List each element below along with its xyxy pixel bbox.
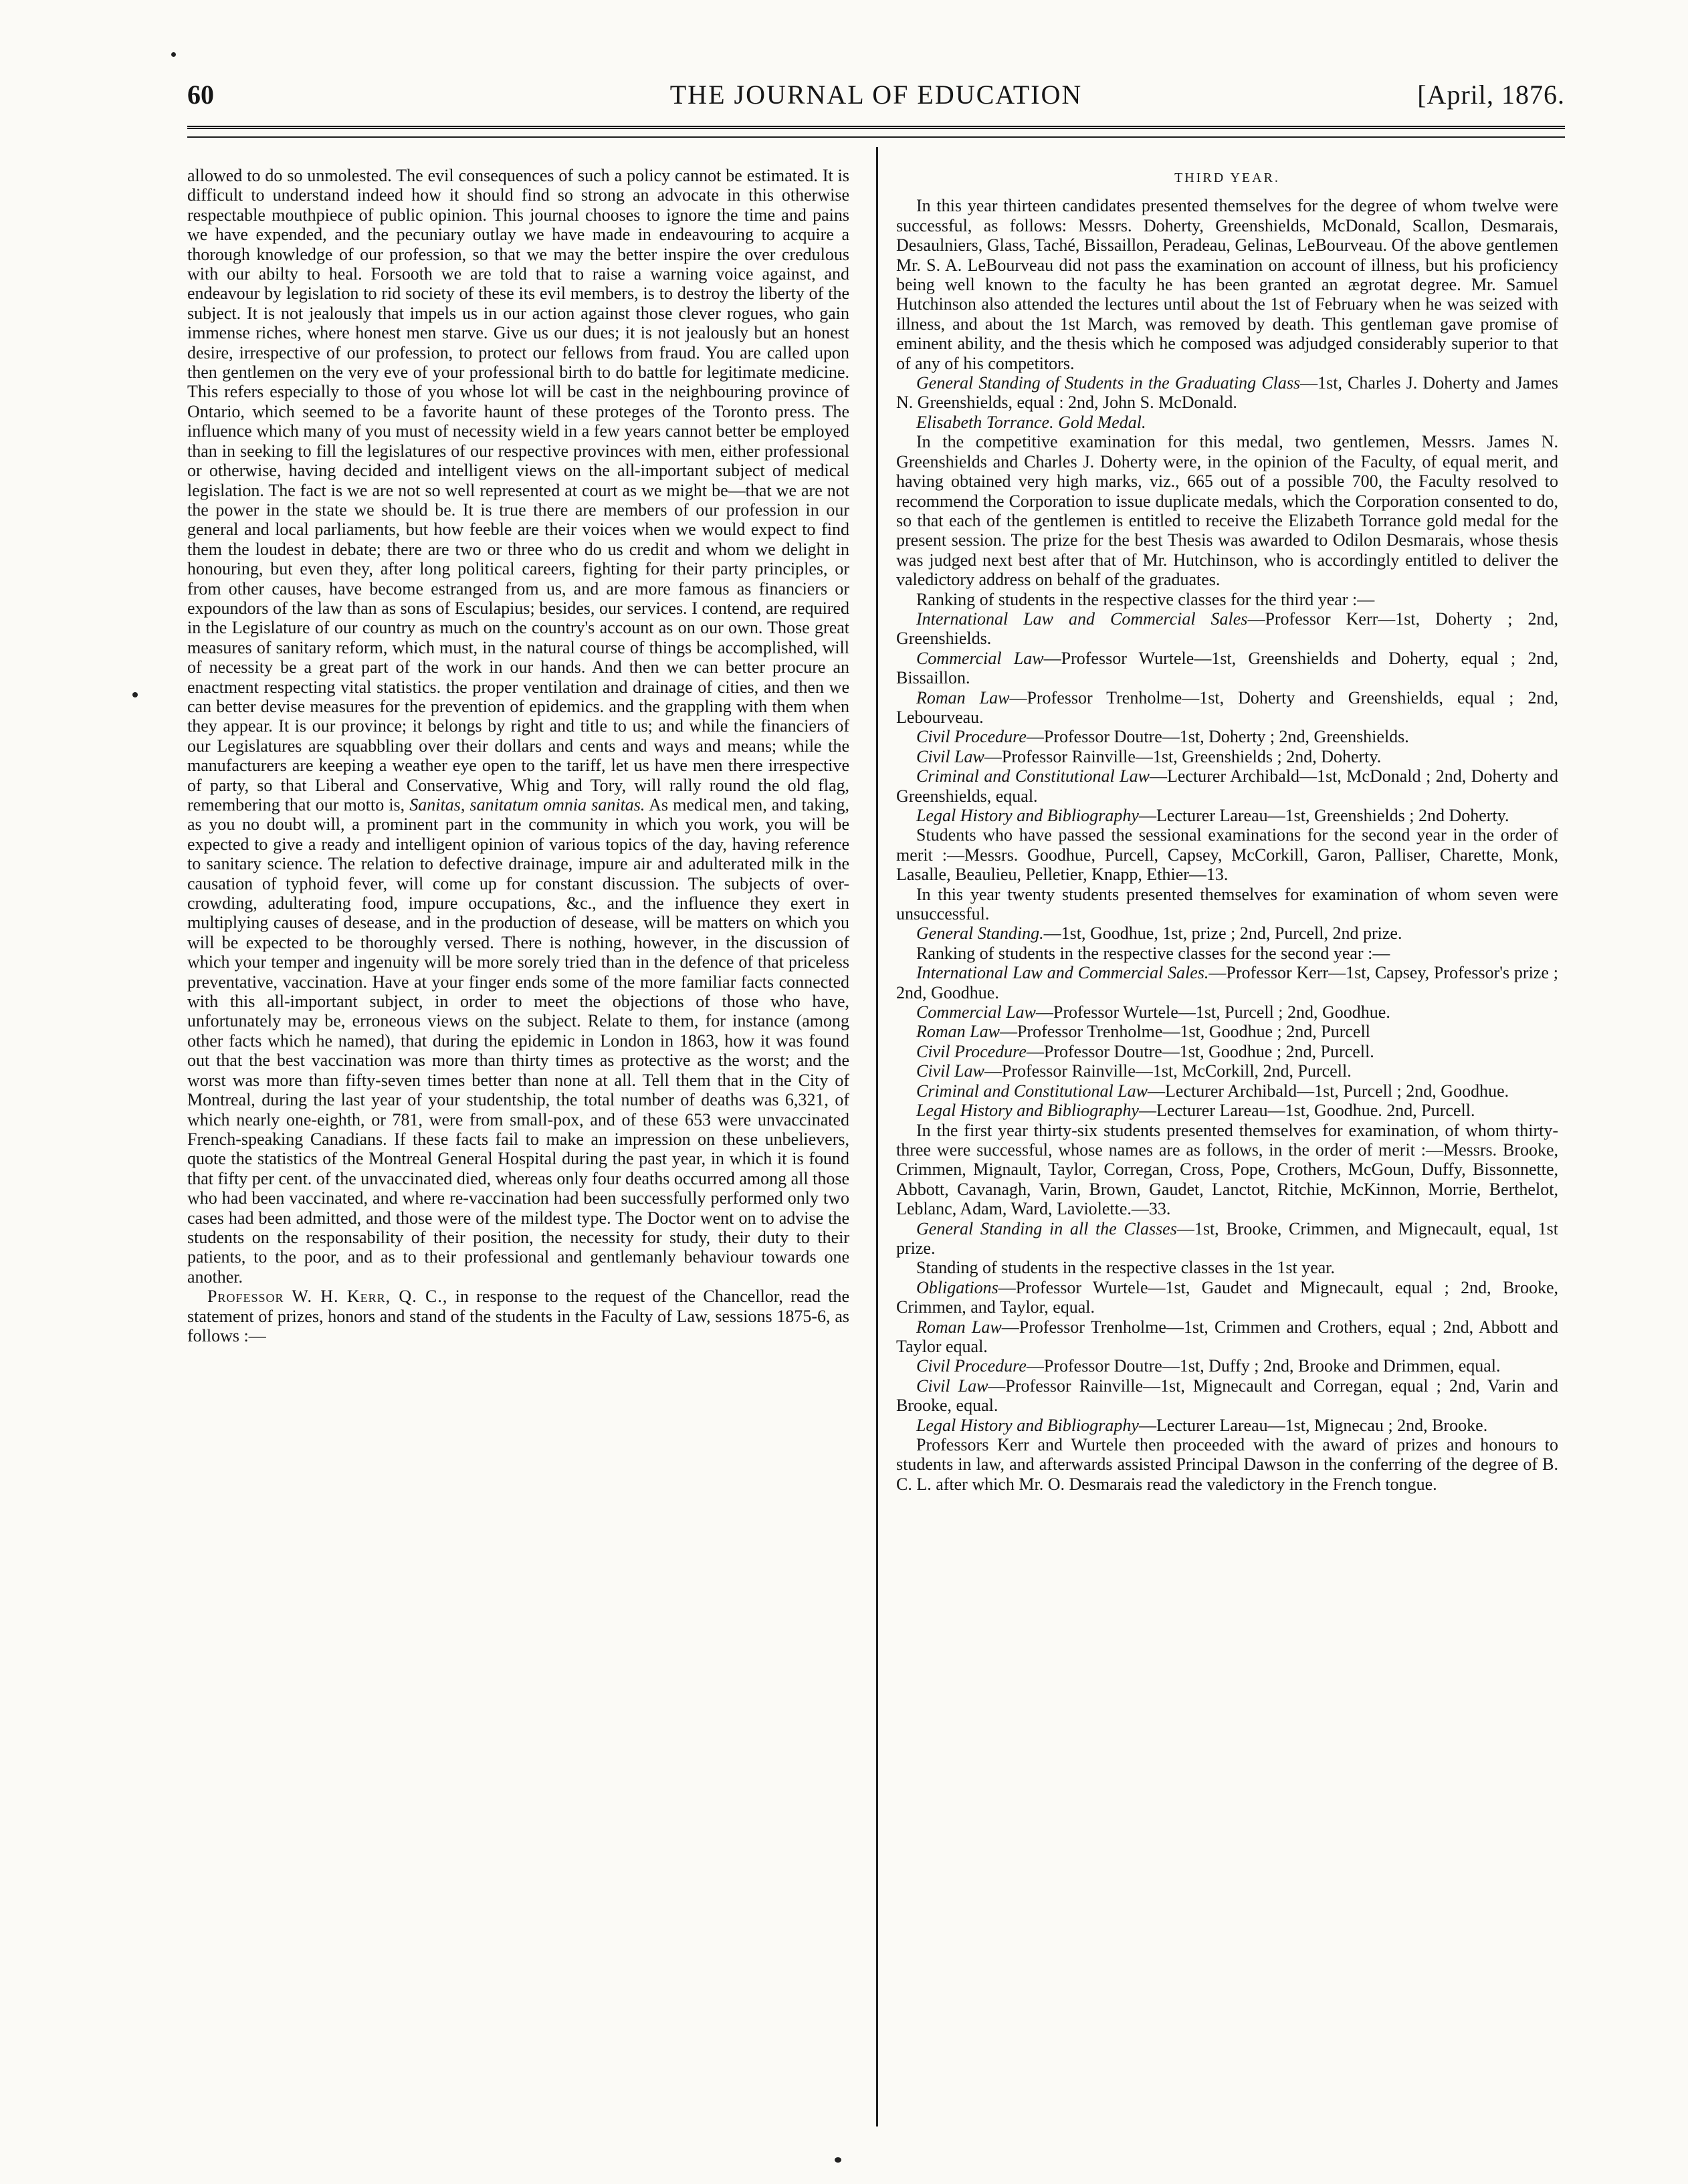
first-year-general xyxy=(896,1219,1558,1259)
class-result: —Professor Kerr—1st, Doherty ; 2nd, Greenshields. xyxy=(896,609,1558,649)
class-result: —Professor Wurtele—1st, Greenshields and Doherty, equal ; 2nd, Bissaillon. xyxy=(896,648,1558,688)
running-head xyxy=(187,79,1565,119)
class-label: Commercial Law xyxy=(916,648,1044,668)
class-label: Civil Procedure xyxy=(916,1041,1027,1061)
class-label: Civil Law xyxy=(916,746,984,766)
class-label: Civil Law xyxy=(916,1061,984,1081)
first-year-class-4 xyxy=(896,1376,1558,1416)
second-year-class-6 xyxy=(896,1081,1558,1101)
second-year-class-5 xyxy=(896,1061,1558,1081)
third-year-class-5 xyxy=(896,747,1558,766)
class-label: Legal History and Bibliography xyxy=(916,1415,1139,1435)
class-label: Civil Procedure xyxy=(916,1356,1027,1376)
latin-motto: Sanitas, sanitatum omnia sanitas. xyxy=(409,795,645,814)
class-result: —Lecturer Archibald—1st, McDonald ; 2nd, Doherty and Greenshields, equal. xyxy=(896,766,1558,806)
class-result: —Lecturer Archibald—1st, Purcell ; 2nd, Goodhue. xyxy=(1148,1081,1509,1101)
class-result: —Professor Doutre—1st, Duffy ; 2nd, Brooke and Drimmen, equal. xyxy=(1026,1356,1501,1376)
print-speck xyxy=(132,692,138,697)
closing-paragraph: Professors Kerr and Wurtele then proceeded with the award of prizes and honours to students in law, and afterwards assisted Principal Dawson in the conferring of the degree of B. C. L. after which Mr. O. Desmarais read the valedictory in the French tongue. xyxy=(896,1435,1558,1494)
class-label: Legal History and Bibliography xyxy=(916,806,1139,825)
third-year-intro: In this year thirteen candidates presented themselves for the degree of whom twelve were successful, as follows: Messrs. Doherty, Greenshields, McDonald, Scallon, Desmarais, Desaulniers, Glass, Taché, Bissaillon, Peradeau, Gelinas, LeBourveau. Of the above gentlemen Mr. S. A. LeBourveau did not pass the examination on account of illness, but his proficiency being well known to the faculty he has been granted an ægrotat degree. Mr. Samuel Hutchinson also attended the lectures until about the 1st of February when he was seized with illness, and about the 1st March, was removed by death. This gentleman gave promise of eminent ability, and the thesis which he composed was adjudged considerably superior to that of any of his competitors. xyxy=(896,196,1558,373)
issue-date: [April, 1876. xyxy=(1417,80,1565,110)
second-year-count: In this year twenty students presented themselves for examination of whom seven were unsuccessful. xyxy=(896,884,1558,924)
class-label: Roman Law xyxy=(916,1022,1000,1042)
third-year-class-7 xyxy=(896,806,1558,825)
class-result: —Professor Kerr—1st, Capsey, Professor's prize ; 2nd, Goodhue. xyxy=(896,963,1558,1002)
left-column xyxy=(187,166,849,2118)
first-year-class-1 xyxy=(896,1278,1558,1317)
kerr-name: Professor W. H. Kerr, Q. C., xyxy=(207,1287,448,1307)
kerr-text: in response to the request of the Chancellor, read the statement of prizes, honors and stand of the students in the Faculty of Law, sessions 1875-6, as follows :— xyxy=(187,1287,849,1345)
ranking-third-year: Ranking of students in the respective classes for the third year :— xyxy=(916,589,1375,609)
second-year-passed: Students who have passed the sessional examinations for the second year in the order of merit :—Messrs. Goodhue, Purcell, Capsey, McCorkill, Garon, Palliser, Charette, Monk, Lasalle, Beaulieu, Pelletier, Knapp, Ethier—13. xyxy=(896,825,1558,885)
class-label: Civil Law xyxy=(916,1376,988,1396)
ranking-first-year: Standing of students in the respective classes in the 1st year. xyxy=(916,1258,1336,1278)
class-result: —Lecturer Lareau—1st, Greenshields ; 2nd Doherty. xyxy=(1138,806,1509,825)
second-year-class-1 xyxy=(896,963,1558,1002)
class-label: Criminal and Constitutional Law xyxy=(916,766,1150,786)
third-year-class-2 xyxy=(896,649,1558,688)
class-label: General Standing in all the Classes xyxy=(916,1218,1177,1238)
class-result: —Professor Wurtele—1st, Gaudet and Mignecault, equal ; 2nd, Brooke, Crimmen, and Taylor, equal. xyxy=(896,1277,1558,1317)
class-result: —Professor Doutre—1st, Goodhue ; 2nd, Purcell. xyxy=(1026,1041,1374,1061)
third-year-class-3 xyxy=(896,688,1558,728)
class-result: —Professor Rainville—1st, McCorkill, 2nd, Purcell. xyxy=(984,1061,1352,1081)
class-result: —Professor Rainville—1st, Mignecault and Corregan, equal ; 2nd, Varin and Brooke, equal. xyxy=(896,1376,1558,1416)
second-year-class-3 xyxy=(896,1022,1558,1041)
header-rule xyxy=(187,126,1565,133)
medal-paragraph: In the competitive examination for this medal, two gentlemen, Messrs. James N. Greenshields and Charles J. Doherty were, in the opinion of the Faculty, of equal merit, and having obtained very high marks, viz., 665 out of a possible 700, the Faculty resolved to recommend the Corporation to issue duplicate medals, which the Corporation consented to do, so that each of the gentlemen is entitled to receive the Elizabeth Torrance gold medal for the present session. The prize for the best Thesis was awarded to Odilon Desmarais, whose thesis was judged next best after that of Mr. Hutchinson, who is accordingly entitled to deliver the valedictory address on behalf of the graduates. xyxy=(896,432,1558,590)
class-result: —Professor Rainville—1st, Greenshields ; 2nd, Doherty. xyxy=(984,746,1382,766)
third-year-class-1 xyxy=(896,609,1558,649)
class-label: International Law and Commercial Sales xyxy=(916,609,1248,629)
address-paragraph xyxy=(187,166,849,1287)
class-result: —Professor Trenholme—1st, Crimmen and Crothers, equal ; 2nd, Abbott and Taylor equal. xyxy=(896,1317,1558,1356)
class-label: International Law and Commercial Sales. xyxy=(916,963,1209,983)
class-label: Obligations xyxy=(916,1277,998,1297)
first-year-class-3 xyxy=(896,1356,1558,1376)
third-year-class-4 xyxy=(896,727,1558,746)
class-label: General Standing. xyxy=(916,923,1044,944)
second-year-class-7 xyxy=(896,1101,1558,1120)
second-year-general xyxy=(896,923,1558,943)
class-label: Commercial Law xyxy=(916,1002,1036,1022)
address-text-continued: As medical men, and taking, as you no doubt will, a prominent part in the community in which you work, you will be expected to give a ready and intelligent opinion of various topics of the day, having reference to sanitary science. The relation to defective drainage, impure air and adulterated milk in the causation of typhoid fever, will come up for constant discussion. The subjects of over-crowding, adulterating food, impure occupations, &c., and the influence they exert in multiplying causes of desease, and in the production of desease, will be matters on which you will be expected to be thoroughly versed. There is nothing, however, in the discussion of which your temper and ingenuity will be more sorely tried than in the defence of that priceless preventative, vaccination. Have at your finger ends some of the more familiar facts connected with this all-important subject, in order to meet the objections of those who have, unfortunately may be, erroneous views on the subject. Relate to them, for instance (among other facts which he named), that during the epidemic in London in 1863, how it was found out that the best vaccination was more than thirty times as protective as the worst; and the worst was more than fifty-seven times better than none at all. Tell them that in the City of Montreal, during the last year of your studentship, the total number of deaths was 6,321, of which nearly one-eighth, or 781, were from small-pox, and of these 653 were unvaccinated French-speaking Canadians. If these facts fail to make an impression on these unbelievers, quote the statistics of the Montreal General Hospital during the past year, in which it is found that fifty per cent. of the unvaccinated died, whereas only four deaths occurred among all those who had been vaccinated, and where re-vaccination had been successfully performed only two cases had been admitted, and those were of the mildest type. The Doctor went on to advise the students on the responsability of their position, the necessity for study, their duty to their patients, to the poor, and as to their professional and gentlemanly behaviour towards one another. xyxy=(187,795,849,1287)
class-label: Civil Procedure xyxy=(916,727,1027,747)
class-label: Criminal and Constitutional Law xyxy=(916,1081,1148,1101)
class-result: —Lecturer Lareau—1st, Mignecau ; 2nd, Brooke. xyxy=(1138,1415,1488,1435)
medal-heading xyxy=(896,413,1558,432)
print-speck xyxy=(171,52,176,57)
class-label: Legal History and Bibliography xyxy=(916,1101,1139,1121)
kerr-paragraph xyxy=(187,1287,849,1345)
medal-label: Elisabeth Torrance. Gold Medal. xyxy=(916,412,1146,432)
class-result: —Professor Wurtele—1st, Purcell ; 2nd, Goodhue. xyxy=(1035,1002,1390,1022)
first-year-class-5 xyxy=(896,1416,1558,1435)
class-result: —1st, Brooke, Crimmen, and Mignecault, equal, 1st prize. xyxy=(896,1218,1558,1258)
journal-title: THE JOURNAL OF EDUCATION xyxy=(669,80,1083,110)
graduating-standing xyxy=(896,373,1558,413)
class-result: —Professor Doutre—1st, Doherty ; 2nd, Greenshields. xyxy=(1026,727,1409,747)
third-year-class-6 xyxy=(896,766,1558,806)
page-number: 60 xyxy=(187,80,214,110)
class-result: —Professor Trenholme—1st, Goodhue ; 2nd, Purcell xyxy=(999,1022,1370,1042)
graduating-text: —1st, Charles J. Doherty and James N. Greenshields, equal : 2nd, John S. McDonald. xyxy=(896,373,1558,413)
graduating-label: General Standing of Students in the Graduating Class xyxy=(916,373,1301,393)
second-year-class-4 xyxy=(896,1042,1558,1061)
address-text: allowed to do so unmolested. The evil consequences of such a policy cannot be estimated. It is difficult to understand indeed how it should find so strong an advocate in this otherwise respectable mouthpiece of public opinion. This journal chooses to ignore the time and pains we have expended, and the pecuniary outlay we have made in endeavouring to acquire a thorough knowledge of our profession, so that we may the better inspire the over credulous with our abilty to heal. Forsooth we are told that to raise a warning voice against, and endeavour by legislation to rid society of these its evil members, is to destroy the liberty of the subject. It is not jealously that impels us in our action against those clever rogues, who gain immense riches, where honest men starve. Give us our dues; it is not jealously but an honest desire, irrespective of our profession, to protect our fellows from fraud. You are called upon then gentlemen on the very eve of your professional birth to do battle for legitimate medicine. This refers especially to those of you whose lot will be cast in the neighbouring province of Ontario, which seemed to be a favorite haunt of these proteges of the Toronto press. The influence which many of you must of necessity wield in a few years cannot better be employed than in seeking to fill the legislatures of our respective provinces with men, either professional or otherwise, having decided and intelligent views on the all-important subject of medical legislation. The fact is we are not so well represented at court as we might be—that we are not the power in the state we should be. It is true there are members of our profession in our general and local parliaments, but how feeble are their voices when we would expect to find them the loudest in debate; there are two or three who do us credit and whom we delight in honouring, but even they, after long political careers, fighting for their party principles, or from other causes, have become estranged from us, and are more famous as financiers or expoundors of the law than as sons of Esculapius; besides, our services. I contend, are required in the Legislature of our country as much on the country's account as on our own. Those great measures of sanitary reform, which must, in the natural course of things be accomplished, will of necessity be a great part of the work in our hands. And then we can better procure an enactment respecting vital statistics. the proper ventilation and drainage of cities, and then we can better devise measures for the prevention of epidemics. and the grappling with them when they appear. It is our province; it belongs by right and title to us; and while the financiers of our Legislatures are squabbling over their dollars and cents and ways and means; while the manufacturers are keeping a weather eye open to the tariff, let us have men there irrespective of party, so that Liberal and Conservative, Whig and Tory, will rally round the old flag, remembering that our motto is, xyxy=(187,166,849,814)
class-result: —Lecturer Lareau—1st, Goodhue. 2nd, Purcell. xyxy=(1138,1101,1475,1121)
third-year-heading: THIRD YEAR. xyxy=(1174,171,1280,185)
column-divider xyxy=(876,147,878,2126)
print-speck xyxy=(835,2157,841,2163)
class-label: Roman Law xyxy=(916,687,1010,707)
class-label: Roman Law xyxy=(916,1317,1002,1337)
ranking-second-year: Ranking of students in the respective classes for the second year :— xyxy=(916,943,1390,963)
right-column xyxy=(896,166,1558,2118)
first-year-intro: In the first year thirty-six students presented themselves for examination, of whom thirty-three were successful, whose names are as follows, in the order of merit :—Messrs. Brooke, Crimmen, Mignault, Taylor, Corregan, Cross, Pope, Crothers, McGoun, Duffy, Bissonnette, Abbott, Cavanagh, Varin, Brown, Gaudet, Lanctot, Ritchie, McKinnon, Morrie, Berthelot, Leblanc, Adam, Ward, Laviolette.—33. xyxy=(896,1120,1558,1219)
second-year-class-2 xyxy=(896,1002,1558,1022)
header-rule-thin xyxy=(187,136,1565,138)
class-result: —Professor Trenholme—1st, Doherty and Greenshields, equal ; 2nd, Lebourveau. xyxy=(896,687,1558,727)
first-year-class-2 xyxy=(896,1317,1558,1357)
class-result: —1st, Goodhue, 1st, prize ; 2nd, Purcell, 2nd prize. xyxy=(1043,923,1402,944)
